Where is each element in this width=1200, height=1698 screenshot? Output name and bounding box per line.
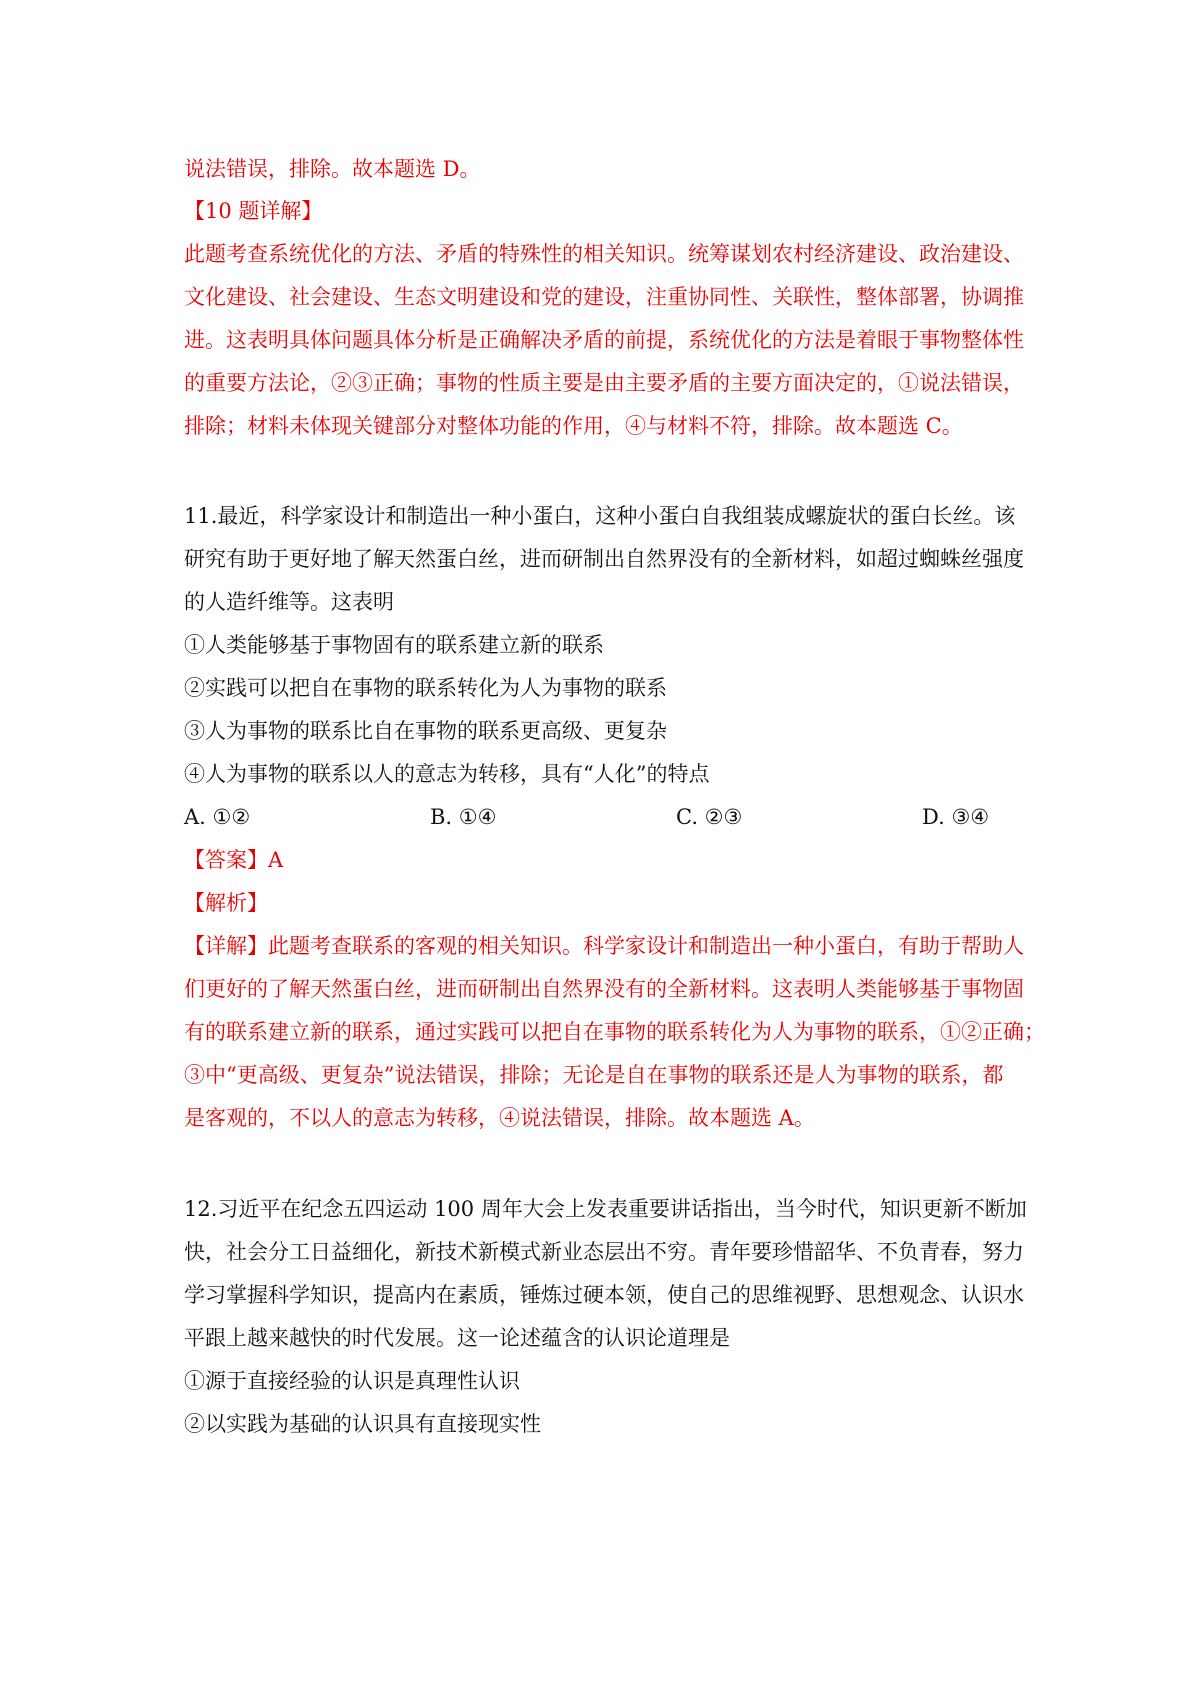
q11-analysis-label: 【解析】 [184,891,268,915]
q12-stem-line: 学习掌握科学知识，提高内在素质，锤炼过硬本领，使自己的思维视野、思想观念、认识水 [184,1283,1024,1307]
q11-answer: 【答案】A [184,848,284,872]
q12-stem-line: 快，社会分工日益细化，新技术新模式新业态层出不穷。青年要珍惜韶华、不负青春，努力 [184,1240,1024,1264]
q11-stem-line: 11.最近，科学家设计和制造出一种小蛋白，这种小蛋白自我组装成螺旋状的蛋白长丝。该 [184,504,1016,528]
q11-detail-line: ③中“更高级、更复杂”说法错误，排除；无论是自在事物的联系还是人为事物的联系，都 [184,1063,1004,1087]
q11-option-c: C. ②③ [676,805,743,829]
q12-statement: ①源于直接经验的认识是真理性认识 [184,1369,520,1393]
q11-stem-line: 研究有助于更好地了解天然蛋白丝，进而研制出自然界没有的全新材料，如超过蜘蛛丝强度 [184,547,1024,571]
q11-detail-line: 是客观的，不以人的意志为转移，④说法错误，排除。故本题选 A。 [184,1106,815,1130]
q10-detail-heading: 【10 题详解】 [184,199,323,223]
q12-stem-line: 12.习近平在纪念五四运动 100 周年大会上发表重要讲话指出，当今时代，知识更新不断加 [184,1197,1027,1221]
q10-detail-line: 的重要方法论，②③正确；事物的性质主要是由主要矛盾的主要方面决定的，①说法错误， [184,371,1024,395]
q10-conclusion: 说法错误，排除。故本题选 D。 [184,157,481,181]
q10-detail-line: 排除；材料未体现关键部分对整体功能的作用，④与材料不符，排除。故本题选 C。 [184,414,963,438]
q10-detail-line: 进。这表明具体问题具体分析是正确解决矛盾的前提，系统优化的方法是着眼于事物整体性 [184,328,1024,352]
q12-statement: ②以实践为基础的认识具有直接现实性 [184,1412,541,1436]
q11-stem-line: 的人造纤维等。这表明 [184,590,394,614]
q11-detail-line: 有的联系建立新的联系，通过实践可以把自在事物的联系转化为人为事物的联系，①②正确； [184,1020,1045,1044]
q11-statement: ①人类能够基于事物固有的联系建立新的联系 [184,633,604,657]
q11-option-b: B. ①④ [430,805,497,829]
q11-detail-line: 【详解】此题考查联系的客观的相关知识。科学家设计和制造出一种小蛋白，有助于帮助人 [184,934,1024,958]
q11-option-d: D. ③④ [922,805,990,829]
q11-statement: ④人为事物的联系以人的意志为转移，具有“人化”的特点 [184,762,710,786]
q11-statement: ③人为事物的联系比自在事物的联系更高级、更复杂 [184,719,667,743]
q11-option-a: A. ①② [184,805,251,829]
q11-detail-line: 们更好的了解天然蛋白丝，进而研制出自然界没有的全新材料。这表明人类能够基于事物固 [184,977,1024,1001]
q10-detail-line: 此题考查系统优化的方法、矛盾的特殊性的相关知识。统筹谋划农村经济建设、政治建设、 [184,242,1024,266]
q10-detail-line: 文化建设、社会建设、生态文明建设和党的建设，注重协同性、关联性，整体部署，协调推 [184,285,1024,309]
q11-statement: ②实践可以把自在事物的联系转化为人为事物的联系 [184,676,667,700]
q12-stem-line: 平跟上越来越快的时代发展。这一论述蕴含的认识论道理是 [184,1326,730,1350]
